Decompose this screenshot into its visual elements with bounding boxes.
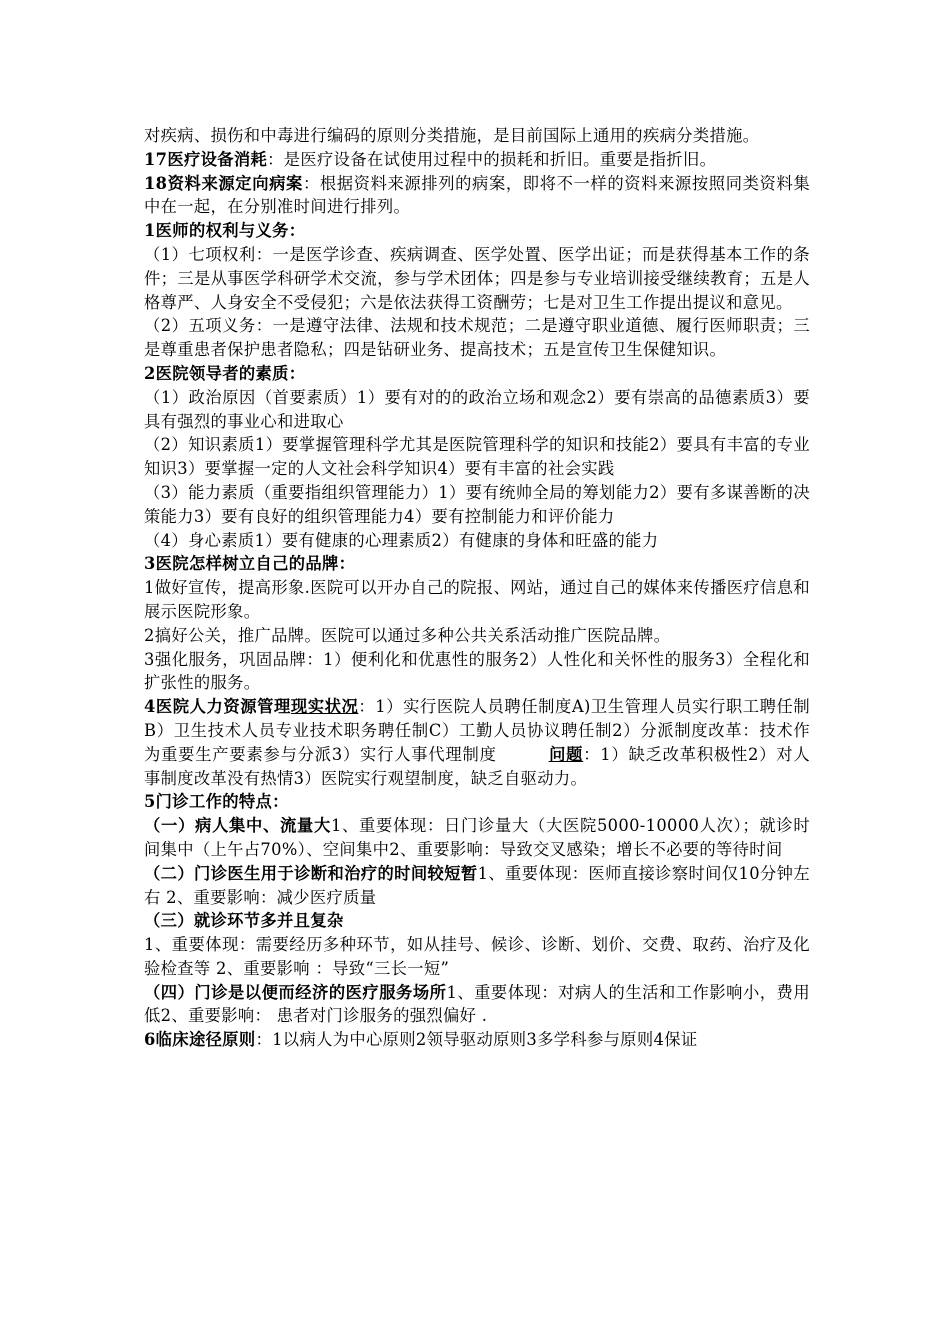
text: 对疾病、损伤和中毒进行编码的原则分类措施，是目前国际上通用的疾病分类措施。: [144, 126, 760, 145]
paragraph-equipment-consumption: [144, 148, 810, 172]
term: 4医院人力资源管理: [144, 697, 291, 717]
paragraph-ability-quality: （3）能力素质（重要指组织管理能力）1）要有统帅全局的筹划能力2）要有多谋善断的决策能力3）要有良好的组织管理能力4）要有控制能力和评价能力: [144, 482, 810, 526]
paragraph-brand-2: 2搞好公关，推广品牌。医院可以通过多种公共关系活动推广医院品牌。: [144, 625, 671, 645]
term: （二）门诊医生用于诊断和治疗的时间较短暂: [144, 863, 478, 883]
heading-feature-3: （三）就诊环节多并且复杂: [144, 911, 344, 931]
paragraph-political-quality: （1）政治原因（首要素质）1）要有对的的政治立场和观念2）要有崇高的品德素质3）要具有强烈的事业心和进取心: [144, 387, 810, 431]
text: ：根据资料来源排列的病案，即将不一样的资料来源按照同类资料集中在一起，在分别准时间进行排列。: [144, 173, 810, 217]
paragraph-seven-rights: （1）七项权利：一是医学诊查、疾病调查、医学处置、医学出证；而是获得基本工作的条件；三是从事医学科研学术交流，参与学术团体；四是参与专业培训接受继续教育；五是人格尊严、人身安全不受侵犯；六是依法获得工资酬劳；七是对卫生工作提出提议和意见。: [144, 244, 810, 312]
text: 1、重要体现：日门诊量大（大医院5000-10000人次）；就诊时间集中（上午占70%）、空间集中2、重要影响：导致交叉感染；增长不必要的等待时间: [144, 816, 810, 859]
term: （一）病人集中、流量大: [144, 816, 331, 836]
term: 6临床途径原则: [144, 1030, 256, 1050]
paragraph-hr-management: [144, 695, 810, 790]
term-underlined: 问题: [548, 744, 584, 764]
paragraph-knowledge-quality: （2）知识素质1）要掌握管理科学尤其是医院管理科学的知识和技能2）要具有丰富的专业知识3）要掌握一定的人文社会科学知识4）要有丰富的社会实践: [144, 435, 810, 479]
text: ：1以病人为中心原则2领导驱动原则3多学科参与原则4保证: [255, 1030, 698, 1050]
paragraph-disease-coding: [144, 124, 810, 148]
heading-leader-qualities: 2医院领导者的素质：: [144, 363, 306, 383]
document-page: [144, 124, 810, 1052]
term-underlined: 现实状况: [290, 697, 359, 717]
paragraph-feature-2: [144, 862, 810, 910]
paragraph-source-oriented-record: [144, 172, 810, 220]
paragraph-feature-4: [144, 981, 810, 1029]
term: 17医疗设备消耗: [144, 149, 268, 169]
paragraph-brand-1: 1做好宣传，提高形象.医院可以开办自己的院报、网站，通过自己的媒体来传播医疗信息和展示医院形象。: [144, 578, 810, 621]
heading-outpatient-features: 5门诊工作的特点：: [144, 792, 289, 812]
heading-hospital-brand: 3医院怎样树立自己的品牌：: [144, 554, 356, 574]
paragraph-brand-3: 3强化服务，巩固品牌：1）便利化和优惠性的服务2）人性化和关怀性的服务3）全程化和扩张性的服务。: [144, 649, 810, 693]
paragraph-clinical-pathway: [144, 1028, 810, 1052]
term: （四）门诊是以便而经济的医疗服务场所: [144, 982, 447, 1002]
paragraph-feature-1: [144, 814, 810, 862]
heading-physician-rights: 1医师的权利与义务：: [144, 221, 306, 241]
text: ：1）实行医院人员聘任制度A)卫生管理人员实行职工聘任制B）卫生技术人员专业技术职务聘任制C）工勤人员协议聘任制2）分派制度改革：技术作为重要生产要素参与分派3）实行人事代理制度: [144, 697, 810, 764]
term: 18资料来源定向病案: [144, 173, 303, 193]
text: ：是医疗设备在试使用过程中的损耗和折旧。重要是指折旧。: [267, 149, 717, 169]
paragraph-physical-mental-quality: （4）身心素质1）要有健康的心理素质2）有健康的身体和旺盛的能力: [144, 530, 659, 550]
paragraph-five-duties: （2）五项义务：一是遵守法律、法规和技术规范；二是遵守职业道德、履行医师职责；三是尊重患者保护患者隐私；四是钻研业务、提高技术；五是宣传卫生保健知识。: [144, 316, 810, 360]
text: ：1）缺乏改革积极性2）对人事制度改革没有热情3）医院实行观望制度，缺乏自驱动力。: [144, 744, 810, 788]
text: 1、重要体现：对病人的生活和工作影响小，费用低2、重要影响： 患者对门诊服务的强烈偏好 .: [144, 982, 810, 1026]
text: 1、重要体现：医师直接诊察时间仅10分钟左右 2、重要影响：减少医疗质量: [144, 863, 810, 907]
paragraph-feature-3: 1、重要体现：需要经历多种环节，如从挂号、候诊、诊断、划价、交费、取药、治疗及化验检查等 2、重要影响 ：导致“三长一短”: [144, 935, 810, 978]
